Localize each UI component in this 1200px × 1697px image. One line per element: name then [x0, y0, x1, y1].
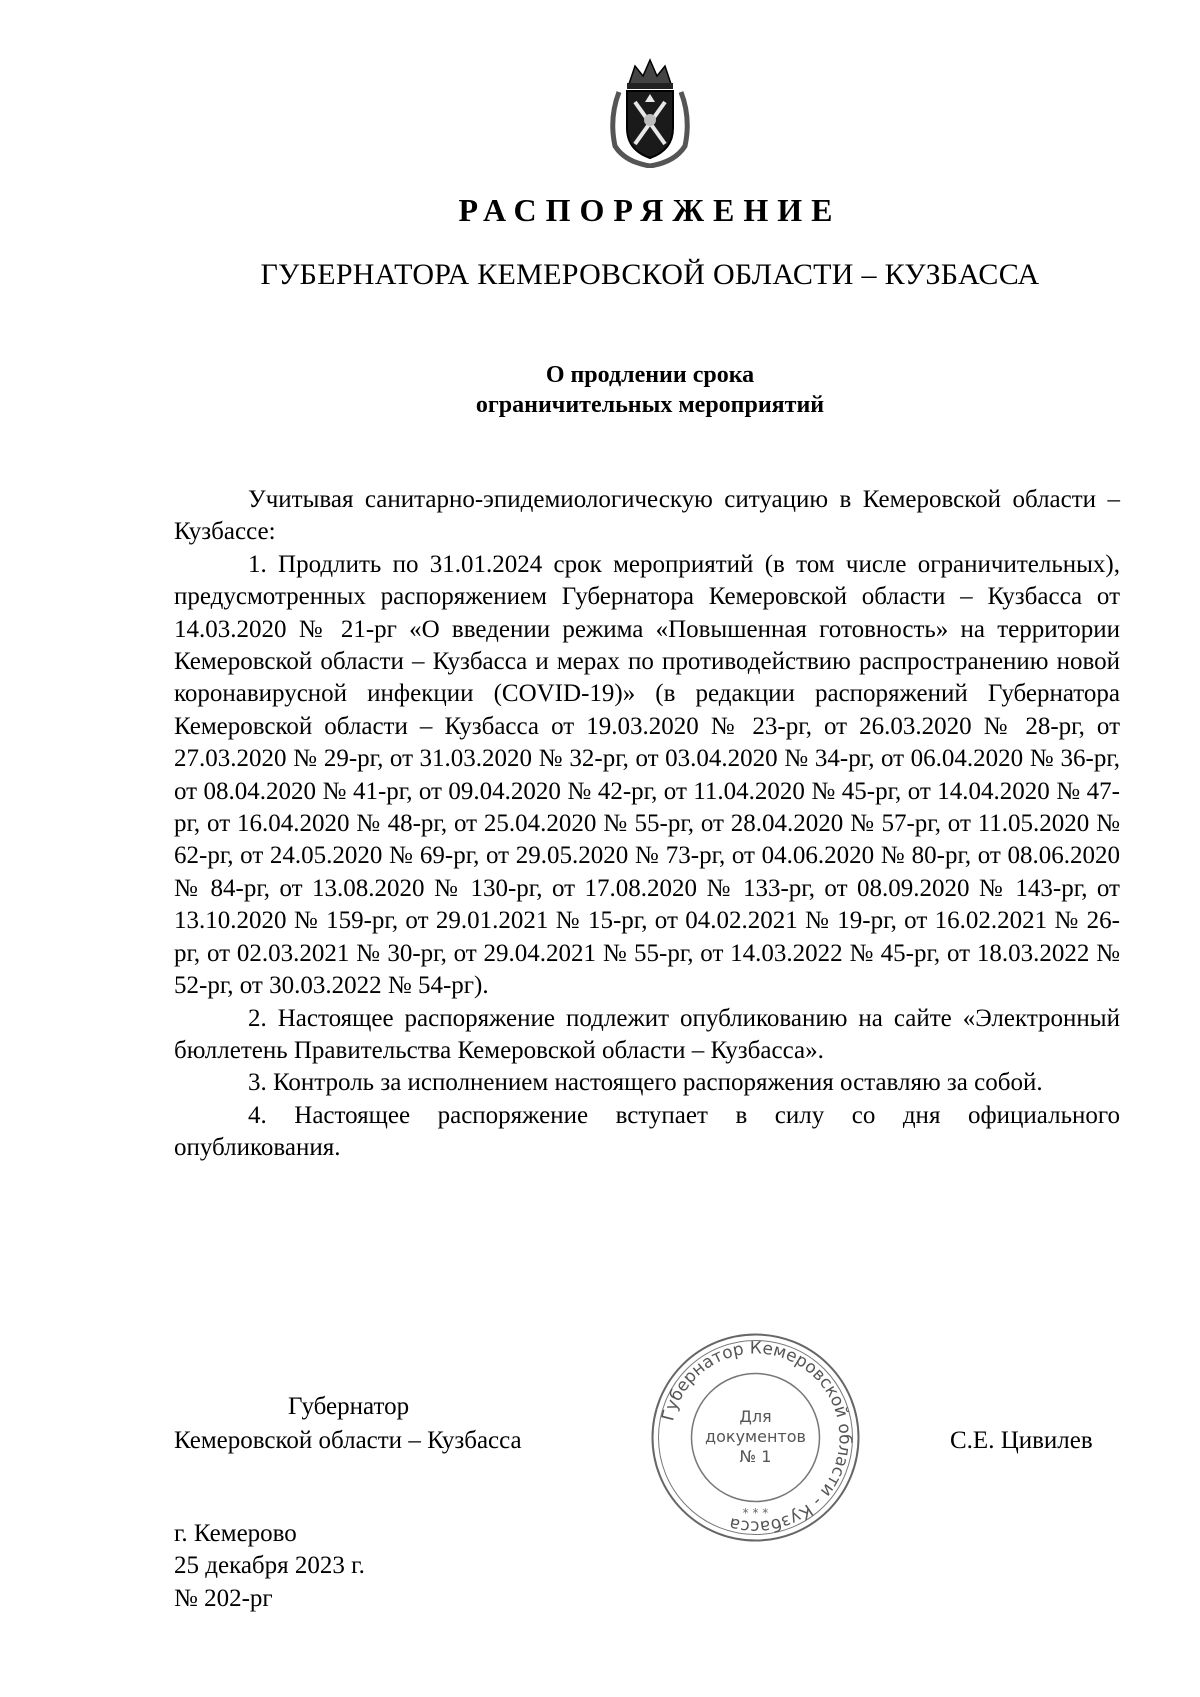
- official-stamp: [648, 1330, 863, 1545]
- document-footer: [174, 1518, 365, 1615]
- document-body: [174, 484, 1120, 1165]
- signer-position-line-1: Губернатор: [288, 1393, 410, 1420]
- signer-position-line-2: Кемеровской области – Кузбасса: [174, 1427, 522, 1454]
- footer-city: г. Кемерово: [174, 1520, 297, 1547]
- coat-of-arms-emblem: [605, 58, 695, 168]
- signer-name: С.Е. Цивилев: [950, 1427, 1093, 1454]
- body-paragraph-2: 2. Настоящее распоряжение подлежит опубликованию на сайте «Электронный бюллетень Правительства Кемеровской области – Кузбасса».: [174, 1004, 1120, 1064]
- body-paragraph-intro: Учитывая санитарно-эпидемиологическую ситуацию в Кемеровской области – Кузбассе:: [174, 486, 1120, 546]
- stamp-center-line-3: № 1: [739, 1447, 772, 1466]
- footer-number: № 202-рг: [174, 1584, 273, 1612]
- stamp-stars: * * *: [742, 1506, 769, 1520]
- heading-line-1: О продлении срока: [545, 362, 755, 388]
- stamp-center-line-2: документов: [705, 1427, 806, 1446]
- body-paragraph-3: 3. Контроль за исполнением настоящего распоряжения оставляю за собой.: [248, 1069, 1043, 1097]
- body-paragraph-4: 4. Настоящее распоряжение вступает в силу со дня официального опубликования.: [174, 1101, 1120, 1162]
- body-paragraph-1: 1. Продлить по 31.01.2024 срок мероприятий (в том числе ограничительных), предусмотренных распоряжением Губернатора Кемеровской области – Кузбасса от 14.03.2020 № 21-рг «О введении режима «Повышенная готовность» на территории Кемеровской области – Кузбасса и мерах по противодействию распространению новой коронавирусной инфекции (COVID-19)» (в редакции распоряжений Губернатора Кемеровской области – Кузбасса от 19.03.2020 № 23-рг, от 26.03.2020 № 28-рг, от 27.03.2020 № 29-рг, от 31.03.2020 № 32-рг, от 03.04.2020 № 34-рг, от 06.04.2020 № 36-рг, от 08.04.2020 № 41-рг, от 09.04.2020 № 42-рг, от 11.04.2020 № 45-рг, от 14.04.2020 № 47-рг, от 16.04.2020 № 48-рг, от 25.04.2020 № 55-рг, от 28.04.2020 № 57-рг, от 11.05.2020 № 62-рг, от 24.05.2020 № 69-рг, от 29.05.2020 № 73-рг, от 04.06.2020 № 80-рг, от 08.06.2020 № 84-рг, от 13.08.2020 № 130-рг, от 17.08.2020 № 133-рг, от 08.09.2020 № 143-рг, от 13.10.2020 № 159-рг, от 29.01.2021 № 15-рг, от 04.02.2021 № 19-рг, от 16.02.2021 № 26-рг, от 02.03.2021 № 30-рг, от 29.04.2021 № 55-рг, от 14.03.2022 № 45-рг, от 18.03.2022 № 52-рг, от 30.03.2022 № 54-рг).: [174, 550, 1120, 1000]
- footer-date: 25 декабря 2023 г.: [174, 1552, 365, 1580]
- stamp-center-line-1: Для: [739, 1407, 772, 1426]
- document-heading: [0, 360, 1200, 420]
- heading-line-2: ограничительных мероприятий: [475, 392, 825, 418]
- document-title: РАСПОРЯЖЕНИЕ: [458, 192, 842, 228]
- document-subtitle: ГУБЕРНАТОРА КЕМЕРОВСКОЙ ОБЛАСТИ – КУЗБАССА: [260, 258, 1040, 291]
- stamp-ring-text: Губернатор Кемеровской области - Кузбасса: [658, 1338, 855, 1537]
